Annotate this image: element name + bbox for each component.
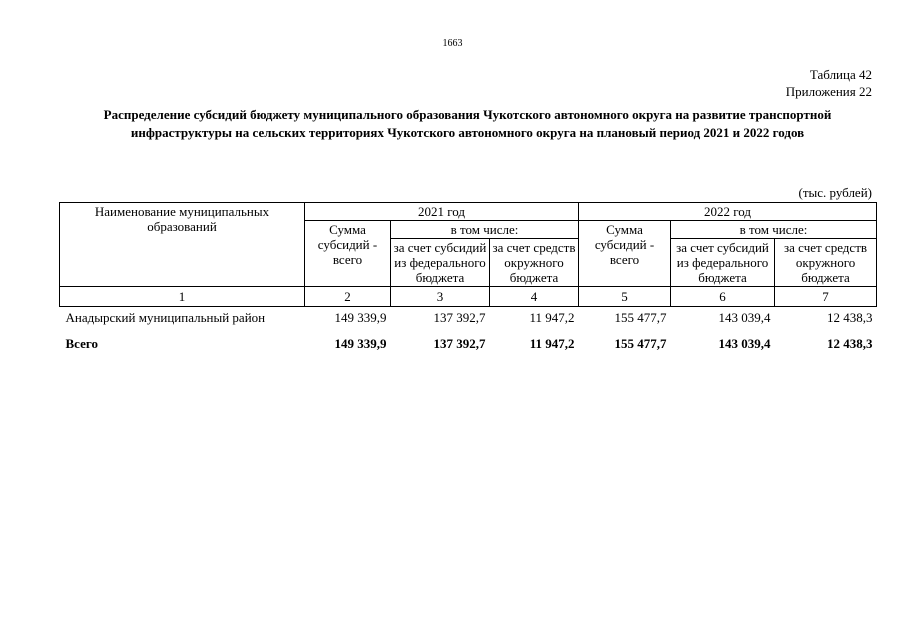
total-value-cell: 149 339,9 [334,336,387,351]
total-value-cell: 155 477,7 [614,336,667,351]
header-year-2022: 2022 год [579,203,877,221]
column-number: 5 [579,287,671,307]
header-year-2021: 2021 год [305,203,579,221]
header-district-2021: за счет средств окружного бюджета [490,239,579,287]
value-cell: 155 477,7 [614,310,667,325]
appendix-number: Приложения 22 [785,84,872,99]
total-value-cell: 11 947,2 [529,336,575,351]
column-number: 7 [775,287,877,307]
total-label: Всего [65,336,98,351]
header-federal-2021: за счет субсидий из федерального бюджета [391,239,490,287]
units-label: (тыс. рублей) [798,185,872,200]
total-row [60,329,877,355]
table-row [60,307,877,330]
document-title: Распределение субсидий бюджету муниципального образования Чукотского автономного округа на развитие транспортной инфраструктуры на сельских территориях Чукотского автономного округа на плановый период 2021 и 2022 годов [103,107,832,140]
total-value-cell: 143 039,4 [718,336,771,351]
page-number: 1663 [442,38,463,49]
total-value-cell: 12 438,3 [827,336,873,351]
header-including-2022: в том числе: [671,221,877,239]
column-number: 2 [305,287,391,307]
header-district-2022: за счет средств окружного бюджета [775,239,877,287]
value-cell: 12 438,3 [827,310,873,325]
value-cell: 143 039,4 [718,310,771,325]
value-cell: 137 392,7 [433,310,486,325]
column-number: 6 [671,287,775,307]
value-cell: 149 339,9 [334,310,387,325]
total-value-cell: 137 392,7 [433,336,486,351]
header-total-subsidy-2022: Сумма субсидий - всего [579,221,671,287]
table-number: Таблица 42 [809,67,872,82]
header-federal-2022: за счет субсидий из федерального бюджета [671,239,775,287]
column-number: 1 [60,287,305,307]
column-number: 3 [391,287,490,307]
table-reference [786,66,872,100]
header-name-column: Наименование муниципальных образований [60,203,305,287]
header-total-subsidy-2021: Сумма субсидий - всего [305,221,391,287]
subsidy-table [59,202,877,355]
value-cell: 11 947,2 [529,310,575,325]
column-number: 4 [490,287,579,307]
municipality-name: Анадырский муниципальный район [65,310,266,325]
column-numbers-row [60,287,877,307]
header-including-2021: в том числе: [391,221,579,239]
